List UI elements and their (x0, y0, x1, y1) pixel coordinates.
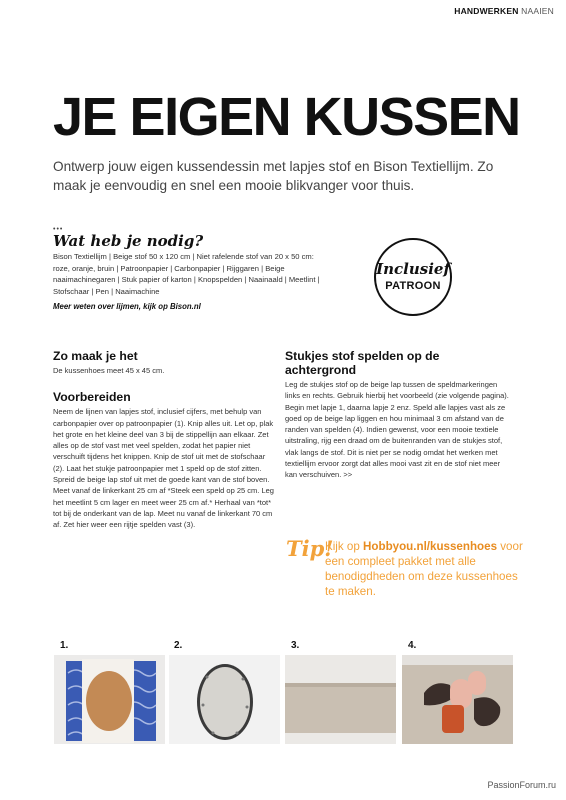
subsection-label: NAAIEN (521, 6, 554, 16)
pattern-badge (374, 238, 452, 316)
section-label: HANDWERKEN (454, 6, 519, 16)
tip-post: voor een compleet pakket met alle benodigdheden om deze kussenhoes te maken. (325, 540, 523, 598)
page-footer: PassionForum.ru (487, 780, 556, 790)
badge-line2: PATROON (385, 280, 441, 292)
photo-label-4: 4. (408, 640, 417, 651)
pin-text: Leg de stukjes stof op de beige lap tussen de speldmarkeringen links en rechts. Gebruik hierbij het voorbeeld (zie volgende pagina). Begin met lapje 1, daarna lapje 2 enz. Speld alle lapjes vast als ze goed op de beige lap liggen en hou minimaal 3 cm afstand van de randen van spelden (4). Indien gewenst, voor een mooie textiele uitstraling, rijg een draad om de buitenranden van de stukjes stof, vlak langs de stof. Dit is niet per se nodig omdat het werken met textiellijm ervoor zorgt dat alles mooi vast zit en de stof niet meer kan verschuiven. >> (285, 380, 509, 480)
tip-text (325, 539, 525, 599)
photo-label-1: 1. (60, 640, 69, 651)
decor-dots: ••• (53, 226, 64, 233)
howto-heading: Zo maak je het (53, 349, 138, 363)
badge-line1: Inclusief (376, 260, 450, 278)
photo-1 (54, 655, 165, 744)
photo-label-2: 2. (174, 640, 183, 651)
intro-text: Ontwerp jouw eigen kussendessin met lapjes stof en Bison Textiellijm. Zo maak je eenvoudig en snel een mooie blikvanger voor thuis. (53, 159, 494, 193)
page-title: JE EIGEN KUSSEN (53, 87, 520, 147)
bison-link[interactable]: Meer weten over lijmen, kijk op Bison.nl (53, 302, 201, 311)
photo-1-image (54, 655, 165, 744)
materials-list: Bison Textiellijm | Beige stof 50 x 120 cm | Niet rafelende stof van 20 x 50 cm: roze, oranje, bruin | Patroonpapier | Carbonpapier | Rijggaren | Beige naaimachinegaren | Stuk papier of karton | Knopspelden | Naainaald | Meetlint | Stofschaar | Pen | Naaimachine (53, 252, 320, 296)
prep-text: Neem de lijnen van lapjes stof, inclusief cijfers, met behulp van carbonpapier over op patroonpapier (1). Knip alles uit. Let op, plak het grote en het kleine deel van 3 bij de stippellijn aan elkaar. Zet alles op de stof vast met veel spelden, zodat het papier niet verschuift tijdens het knippen. Knip de stof uit met de stofschaar (2). Laat het stukje patroonpapier met 1 speld op de stof zitten. Spreid de beige lap stof uit met de goede kant van de stof boven. Meet vanaf de linkerkant 25 cm af *Steek een speld op 25 cm. Leg het meetlint 5 cm lager en meet weer 25 cm af.* Herhaal van *tot* tot bij de onderkant van de lap. Meet nu vanaf de linkerkant 70 cm af. Zet hier weer een rijtje spelden vast (3). (53, 407, 274, 530)
photo-3-image (285, 655, 396, 744)
tip-link[interactable]: Hobbyou.nl/kussenhoes (363, 540, 498, 553)
photo-4 (402, 655, 513, 744)
prep-heading: Voorbereiden (53, 390, 131, 405)
photo-label-3: 3. (291, 640, 300, 651)
tip-pre: Kijk op (325, 540, 364, 553)
tip-label: Tip! (286, 536, 334, 561)
photo-3 (285, 655, 396, 744)
photo-2 (169, 655, 280, 744)
materials-heading: Wat heb je nodig? (53, 232, 204, 250)
photo-2-image (169, 655, 280, 744)
instructions-right-column (285, 349, 513, 481)
photo-4-image (402, 655, 513, 744)
instructions-left-column (53, 349, 275, 531)
measure-text: De kussenhoes meet 45 x 45 cm. (53, 366, 165, 375)
pin-heading: Stukjes stof spelden op de achtergrond (285, 349, 440, 377)
section-header (454, 6, 554, 16)
